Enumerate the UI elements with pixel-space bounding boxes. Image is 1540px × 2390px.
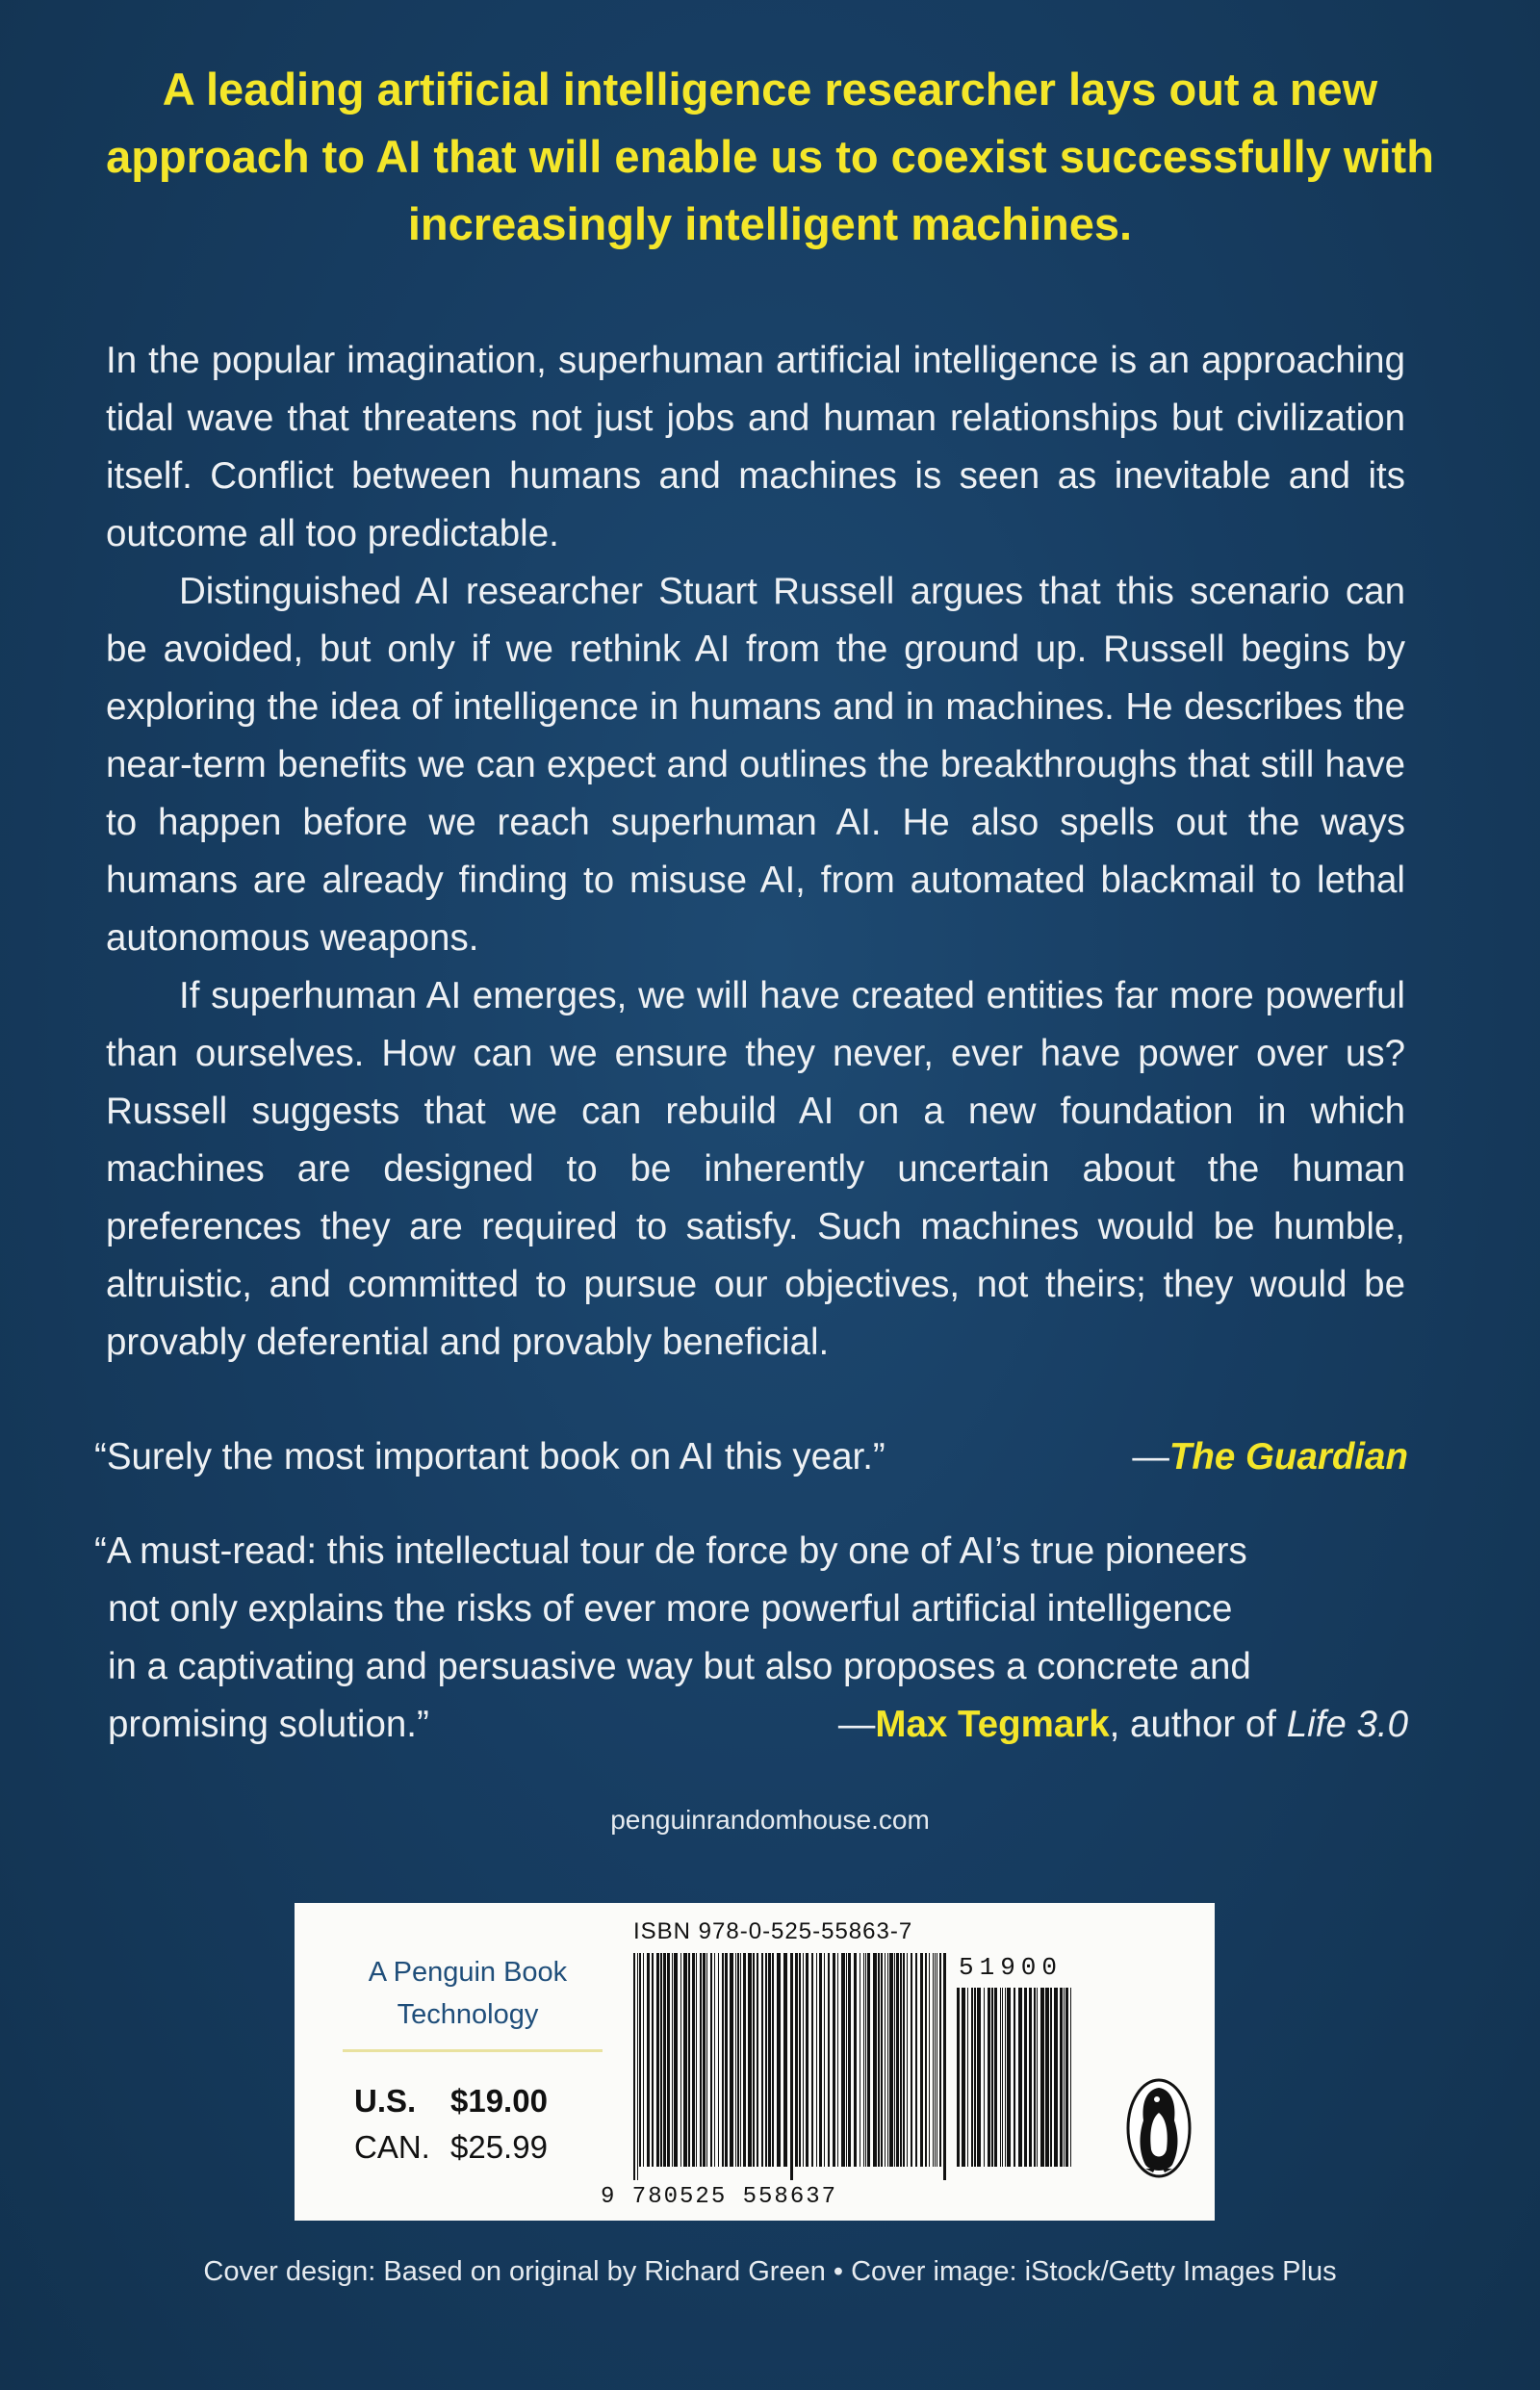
publisher-website: penguinrandomhouse.com [610,1805,930,1835]
ean-barcode [633,1953,947,2180]
barcode-bar [777,1953,781,2167]
barcode-bar [929,1953,930,2167]
barcode-bar [907,1953,908,2167]
barcode-bar [683,1953,687,2167]
barcode-bar [790,1953,793,2180]
barcode-bar [885,1953,886,2167]
barcode-bar [1054,1988,1058,2167]
barcode-bar [1029,1988,1032,2167]
paragraph-2: Distinguished AI researcher Stuart Russell argues that this scenario can be avoided, but only if we rethink AI from the ground up. Russell begins by exploring the idea of intelligence in humans and in machines. He describes the near-term benefits we can expect and outlines the breakthroughs that still have to happen before we reach superhuman AI. He also spells out the ways humans are already finding to misuse AI, from automated blackmail to lethal autonomous weapons. [106,571,1405,959]
barcode-bar [1002,1988,1003,2167]
barcode-bar [768,1953,771,2167]
barcode-bar [867,1953,870,2167]
barcode-bar [994,1988,997,2167]
barcode-bar [984,1988,985,2167]
barcode-bar [903,1953,905,2167]
barcode-bar [718,1953,719,2167]
barcode-bar [1024,1988,1027,2167]
headline: A leading artificial intelligence researcher lays out a new approach to AI that will enable us to coexist successfully with increasingly intelligent machines. [106,64,1434,249]
barcode-bar [1018,1988,1022,2167]
barcode-bar [1037,1988,1038,2167]
barcode-bar [1065,1988,1068,2167]
barcode-bar [816,1953,817,2167]
barcode-bar [974,1988,976,2167]
barcode-bar [674,1953,678,2167]
blurb-line: in a captivating and persuasive way but also proposes a concrete and [108,1646,1251,1687]
barcode-bar [652,1953,654,2167]
barcode-bar [706,1953,707,2167]
barcode-bar [639,1953,641,2167]
barcode-bar [643,1953,644,2167]
barcode-bar [714,1953,715,2167]
barcode-bar [680,1953,681,2167]
barcode-bar [873,1953,877,2167]
barcode-bar [911,1953,912,2167]
blurb-text: “Surely the most important book on AI this year.” [94,1436,886,1478]
barcode-bar [1060,1988,1063,2167]
blurb-attribution [1132,1428,1408,1486]
barcode-bar [854,1953,857,2167]
barcode-bar [700,1953,702,2167]
barcode-bar [1034,1988,1036,2167]
barcode-bar [772,1953,774,2167]
barcode-bar [1014,1988,1015,2167]
barcode-bar [761,1953,763,2167]
barcode-box [295,1903,1215,2221]
barcode-bar [943,1953,946,2180]
attribution-dash: — [837,1704,876,1745]
barcode-bar [656,1953,659,2167]
blurb-last-line [94,1696,1408,1754]
paragraph-3: If superhuman AI emerges, we will have created entities far more powerful than ourselves. How can we ensure they never, ever have power over us? Russell suggests that we can rebuild AI on a new foundation in which machines are designed to be inherently uncertain about the human preferences they are required to satisfy. Such machines would be humble, altruistic, and committed to pursue our objectives, not theirs; they would be provably deferential and provably beneficial. [106,975,1405,1363]
barcode-bar [828,1953,830,2167]
barcode-bar [757,1953,758,2167]
attribution-source: The Guardian [1168,1436,1408,1478]
attribution-author: Max Tegmark [875,1704,1110,1745]
barcode-bar [710,1953,712,2167]
barcode-bar [795,1953,798,2167]
barcode-bar [1005,1988,1006,2167]
barcode-bar [1045,1988,1049,2167]
barcode-bar [735,1953,736,2167]
barcode-bar [803,1953,804,2167]
blurb-attribution [838,1696,1408,1754]
publisher-name: A Penguin Book [368,1957,568,1988]
paragraph-1: In the popular imagination, superhuman artificial intelligence is an approaching tidal wave that threatens not just jobs and human relationships but civilization itself. Conflict between humans and machines is seen as inevitable and its outcome all too predictable. [106,340,1405,554]
barcode-bar [663,1953,666,2167]
barcode-bar [824,1953,825,2167]
barcode-bar [703,1953,706,2167]
book-category: Technology [397,1999,539,2030]
barcode-bar [725,1953,728,2167]
addon-digits: 51900 [959,1953,1064,1982]
barcode-bar [878,1953,880,2167]
barcode-bar [977,1988,981,2167]
blurb-line: not only explains the risks of ever more powerful artificial intelligence [108,1588,1233,1630]
barcode-bar [806,1953,808,2167]
price-can [354,2124,548,2171]
publisher-info [352,1951,583,2036]
blurb-line: “A must-read: this intellectual tour de force by one of AI’s true pioneers [94,1530,1247,1572]
barcode-bar [1070,1988,1071,2167]
price-label: CAN. [354,2129,430,2165]
barcode-bar [920,1953,923,2167]
barcode-bar [633,1953,635,2180]
barcode-bar [1040,1988,1044,2167]
barcode-bar [962,1988,965,2167]
barcode-bar [971,1988,973,2167]
barcode-bar [933,1953,934,2167]
price-value: $19.00 [450,2083,548,2119]
barcode-bar [740,1953,741,2167]
price-value: $25.99 [450,2129,548,2165]
barcode-bar [660,1953,662,2167]
cover-credits: Cover design: Based on original by Richard Green • Cover image: iStock/Getty Images Plus [203,2256,1337,2287]
barcode-bar [988,1988,990,2167]
barcode-bar [637,1953,638,2180]
barcode-bar [647,1953,650,2167]
description [106,332,1405,1372]
barcode-bar [957,1988,960,2167]
barcode-bar [730,1953,733,2167]
barcode-bar [841,1953,845,2167]
attribution-suffix: , author of [1109,1704,1287,1745]
isbn-text: ISBN 978-0-525-55863-7 [633,1918,913,1944]
barcode-bar [889,1953,893,2167]
barcode-bar [1050,1988,1052,2167]
barcode-bar [967,1988,968,2167]
attribution-dash: — [1132,1436,1169,1478]
barcode-bar [991,1988,993,2167]
barcode-bar [863,1953,864,2167]
barcode-bar [696,1953,697,2167]
barcode-bar [833,1953,835,2167]
blurb-line: promising solution.” [108,1704,429,1745]
price-us [354,2078,548,2124]
barcode-bar [915,1953,917,2167]
barcode-bar [1000,1988,1001,2167]
barcode-bar [1007,1988,1011,2167]
barcode-bar [722,1953,724,2167]
barcode-digits: 9 780525 558637 [601,2184,838,2210]
barcode-bar [748,1953,752,2167]
barcode-bar [819,1953,822,2167]
barcode-bar [799,1953,801,2167]
barcode-bar [737,1953,739,2167]
barcode-bar [881,1953,883,2167]
attribution-book: Life 3.0 [1286,1704,1408,1745]
barcode-bar [896,1953,899,2167]
barcode-bar [811,1953,813,2167]
barcode-bar [900,1953,902,2167]
divider [343,2049,603,2052]
price-label: U.S. [354,2083,417,2119]
barcode-bar [743,1953,746,2167]
barcode-bar [1064,1988,1065,2167]
barcode-bar [667,1953,670,2167]
price-block [354,2078,548,2171]
barcode-bar [865,1953,866,2167]
barcode-bar [935,1953,936,2167]
barcode-bar [672,1953,673,2167]
barcode-bar [692,1953,695,2167]
barcode-bar [848,1953,851,2167]
barcode-bar [939,1953,941,2167]
barcode-bar [887,1953,888,2167]
barcode-bar [783,1953,787,2167]
blurb-tegmark [94,1523,1408,1754]
barcode-bar [925,1953,927,2167]
blurb-guardian [94,1428,1408,1486]
addon-barcode [957,1988,1074,2180]
penguin-logo-icon [1124,2076,1194,2180]
barcode-bar [846,1953,847,2167]
barcode-bar [753,1953,755,2167]
barcode-bar [765,1953,767,2167]
barcode-bar [894,1953,895,2167]
barcode-bar [837,1953,838,2167]
barcode-bar [688,1953,690,2167]
